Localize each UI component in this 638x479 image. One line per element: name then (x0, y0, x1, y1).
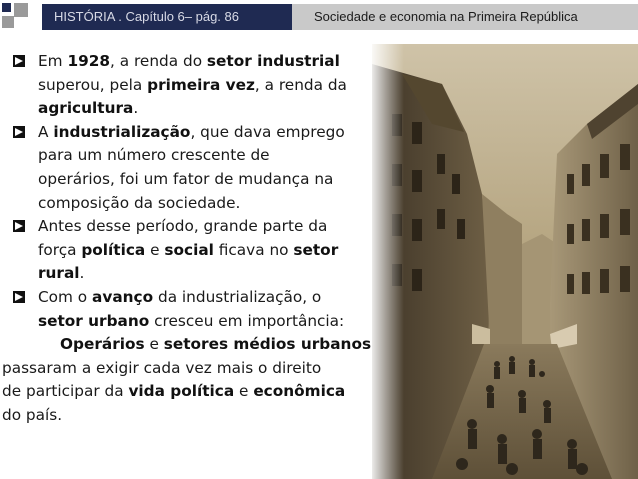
text-run: e (234, 382, 254, 401)
bold-text: social (164, 240, 214, 259)
bullet-arrow-icon (13, 55, 25, 67)
bold-text: setor (293, 240, 339, 259)
bold-text: primeira vez (147, 75, 255, 94)
text-run: cresceu em importância: (149, 311, 345, 330)
text-run: superou, pela (38, 75, 148, 94)
bullet-line (38, 144, 270, 166)
paragraph-line (2, 380, 345, 402)
text-run: A (38, 122, 54, 141)
bullet-arrow-icon (13, 220, 25, 232)
text-run: do país. (2, 406, 63, 424)
text-run: força (38, 240, 82, 259)
paragraph-line (2, 404, 62, 426)
header-chapter-box (42, 4, 292, 30)
header-topic-text: Sociedade e economia na Primeira República (314, 9, 578, 24)
text-run: Em (38, 52, 68, 70)
bullet-line (38, 310, 344, 332)
bold-text: setor urbano (38, 311, 150, 330)
text-run: composição da sociedade. (38, 193, 241, 212)
bold-text: agricultura (38, 99, 134, 118)
bold-text: setor industrial (206, 52, 340, 70)
bullet-line (38, 286, 321, 308)
header-topic-box (292, 4, 638, 30)
text-run: , que dava emprego (190, 122, 345, 141)
corner-square-dark (2, 3, 11, 12)
bold-text: avanço (92, 288, 154, 306)
bold-text: setores médios urbanos (163, 335, 372, 354)
text-run: para um número crescente de (38, 146, 270, 165)
bullet-line (38, 97, 138, 119)
text-run: de participar da (2, 382, 129, 401)
bullet-arrow-icon (13, 291, 25, 303)
bold-text: Operários (60, 335, 145, 354)
historic-street-photo (372, 44, 638, 479)
street-photo-image (372, 44, 638, 479)
text-run: operários, foi um fator de mudança na (38, 170, 334, 188)
bold-text: política (81, 240, 146, 259)
bullet-line (38, 262, 84, 284)
text-run: . (133, 99, 139, 118)
text-run: da industrialização, o (153, 288, 322, 306)
text-run: e (145, 240, 165, 259)
corner-square-white (16, 20, 27, 31)
bullet-arrow-icon (13, 126, 25, 138)
corner-square-gray (14, 3, 28, 17)
paragraph-line (60, 333, 371, 355)
bullet-line (38, 50, 340, 72)
bold-text: 1928 (67, 52, 111, 70)
corner-square-gray-small (2, 16, 14, 28)
bullet-line (38, 192, 240, 214)
text-run: Antes desse período, grande parte da (38, 217, 328, 236)
text-run: e (144, 335, 164, 354)
bold-text: industrialização (53, 122, 191, 141)
bullet-line (38, 239, 338, 261)
text-run: Com o (38, 288, 93, 306)
text-run: passaram a exigir cada vez mais o direito (2, 358, 322, 377)
bullet-line (38, 168, 333, 190)
text-run: ficava no (213, 240, 294, 259)
bold-text: econômica (253, 382, 346, 401)
bold-text: vida política (128, 382, 235, 401)
text-run: , a renda do (110, 52, 207, 70)
slide-header (42, 4, 638, 30)
bullet-line (38, 121, 345, 143)
bold-text: rural (38, 264, 80, 283)
bullet-line (38, 74, 347, 96)
bullet-line (38, 215, 327, 237)
text-run: . (79, 264, 85, 283)
paragraph-line (2, 357, 321, 379)
text-run: , a renda da (254, 75, 347, 94)
header-chapter-text: HISTÓRIA . Capítulo 6– pág. 86 (54, 9, 239, 24)
